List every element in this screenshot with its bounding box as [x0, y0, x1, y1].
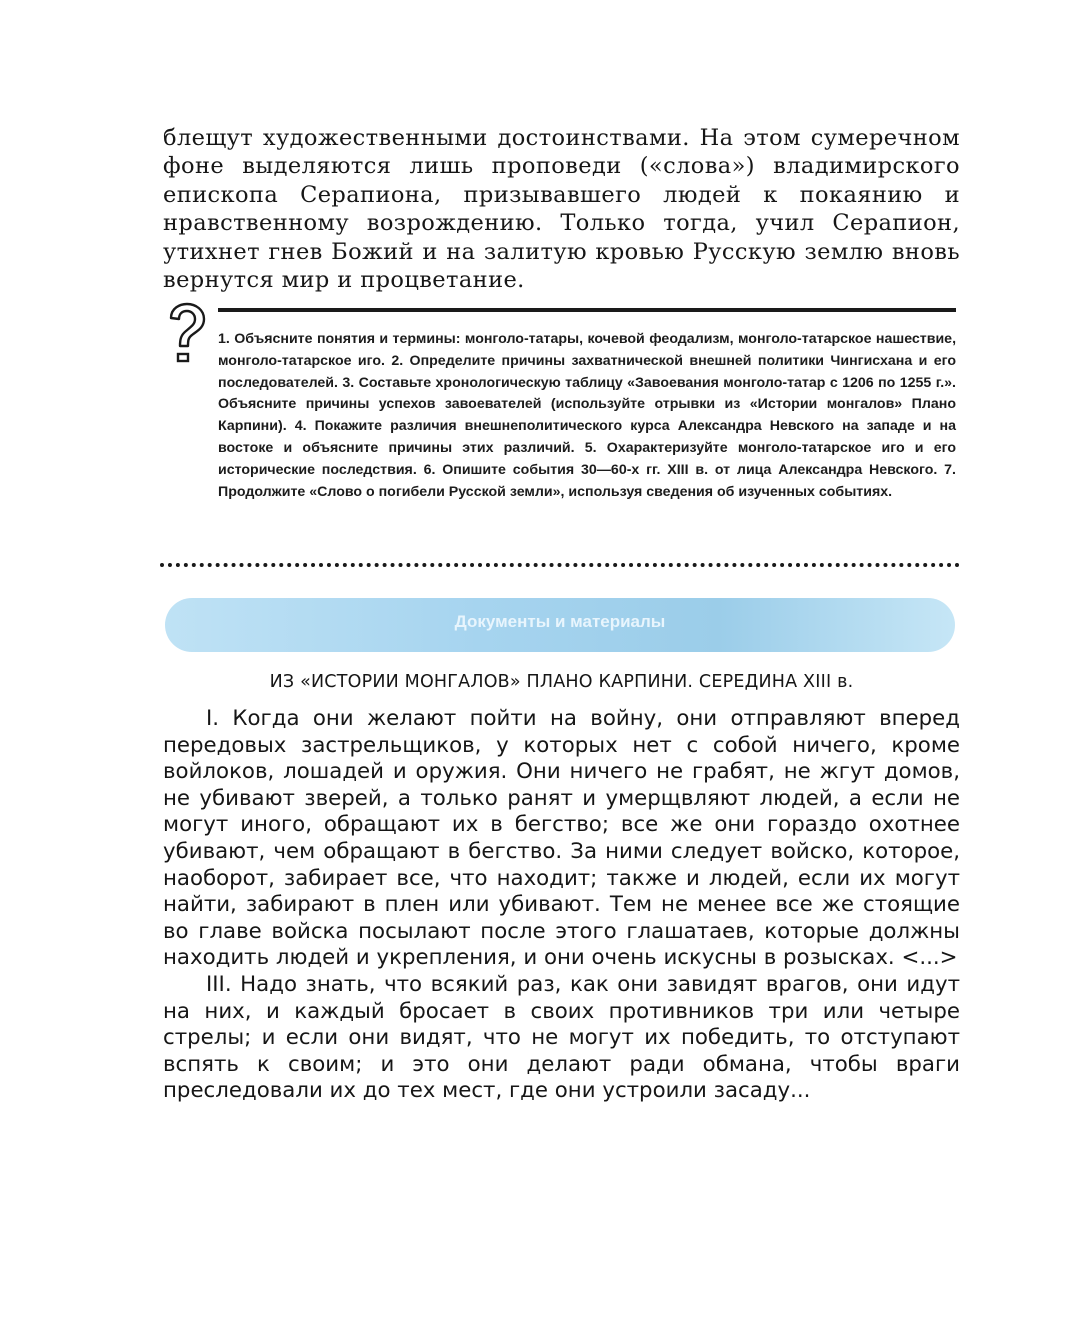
question-number: 3.	[342, 374, 359, 391]
document-title: ИЗ «ИСТОРИИ МОНГАЛОВ» ПЛАНО КАРПИНИ. СЕРЕДИНА XIII в.	[269, 672, 854, 692]
document-paragraph: I. Когда они желают пойти на войну, они отправляют вперед передовых застрельщиков, у которых нет с собой ничего, кроме войлоков, лошадей и оружия. Они ничего не грабят, не жгут домов, не убивают зверей, а только ранят и умерщвляют людей, а если не могут иного, обращают их в бегство; все же они гораздо охотнее убивают, чем обращают в бегство. За ними следует войско, которое, наоборот, забирает все, что находит; также и людей, если их могут найти, забирают в плен или убивают. Тем не менее все же стоящие во главе войска посылают после этого глашатаев, которые должны находить людей и укрепления, и они очень искусны в розысках. <...>	[163, 706, 960, 971]
question-text: Охарактеризуйте монголо-татарское иго и его исторические последствия.	[218, 439, 956, 478]
section-banner-label: Документы и материалы	[454, 612, 666, 631]
intro-text-block	[163, 124, 960, 294]
question-text: Объясните понятия и термины: монголо-татары, кочевой феодализм, монголо-татарское нашествие, монголо-татарское иго.	[218, 331, 957, 369]
questions-top-rule	[218, 308, 956, 312]
questions-text	[218, 329, 956, 503]
intro-paragraph: блещут художественными достоинствами. На этом сумеречном фоне выделяются лишь проповеди («слова») владимирского епископа Серапиона, призывавшего людей к покаянию и нравственному возрождению. Только тогда, учил Серапион, утихнет гнев Божий и на залитую кровью Русскую землю вновь вернутся мир и процветание.	[163, 125, 960, 294]
question-text: Продолжите «Слово о погибели Русской земли», используя сведения об изученных событиях.	[218, 483, 893, 500]
question-text: Определите причины захватнической внешней политики Чингисхана и его последователей.	[218, 352, 956, 391]
question-text: Составьте хронологическую таблицу «Завоевания монголо-татар с 1206 по 1255 г.». Объясните причины успехов завоевателей (используйте отрывки из «Истории монгалов» Плано Карпини).	[218, 374, 956, 435]
question-number: 6.	[423, 461, 443, 478]
document-paragraph: III. Надо знать, что всякий раз, как они завидят врагов, они идут на них, и каждый бросает в своих противников три или четыре стрелы; и если они видят, что не могут их победить, то отступают вспять к своим; и это они делают ради обмана, чтобы враги преследовали их до тех мест, где они устроили засаду...	[163, 971, 960, 1104]
question-number: 7.	[944, 461, 956, 478]
question-number: 5.	[584, 439, 607, 456]
question-number: 2.	[391, 352, 410, 369]
document-body	[163, 706, 960, 1105]
dotted-divider	[160, 563, 960, 567]
section-banner	[165, 598, 955, 652]
question-number: 4.	[294, 418, 315, 435]
question-mark-icon	[164, 302, 208, 366]
questions-block	[160, 298, 960, 556]
question-number: 1.	[218, 331, 235, 347]
question-text: Опишите события 30—60-х гг. XIII в. от лица Александра Невского.	[442, 461, 945, 478]
question-text: Покажите различия внешнеполитического курса Александра Невского на западе и на востоке и объясните причины этих различий.	[218, 418, 956, 456]
